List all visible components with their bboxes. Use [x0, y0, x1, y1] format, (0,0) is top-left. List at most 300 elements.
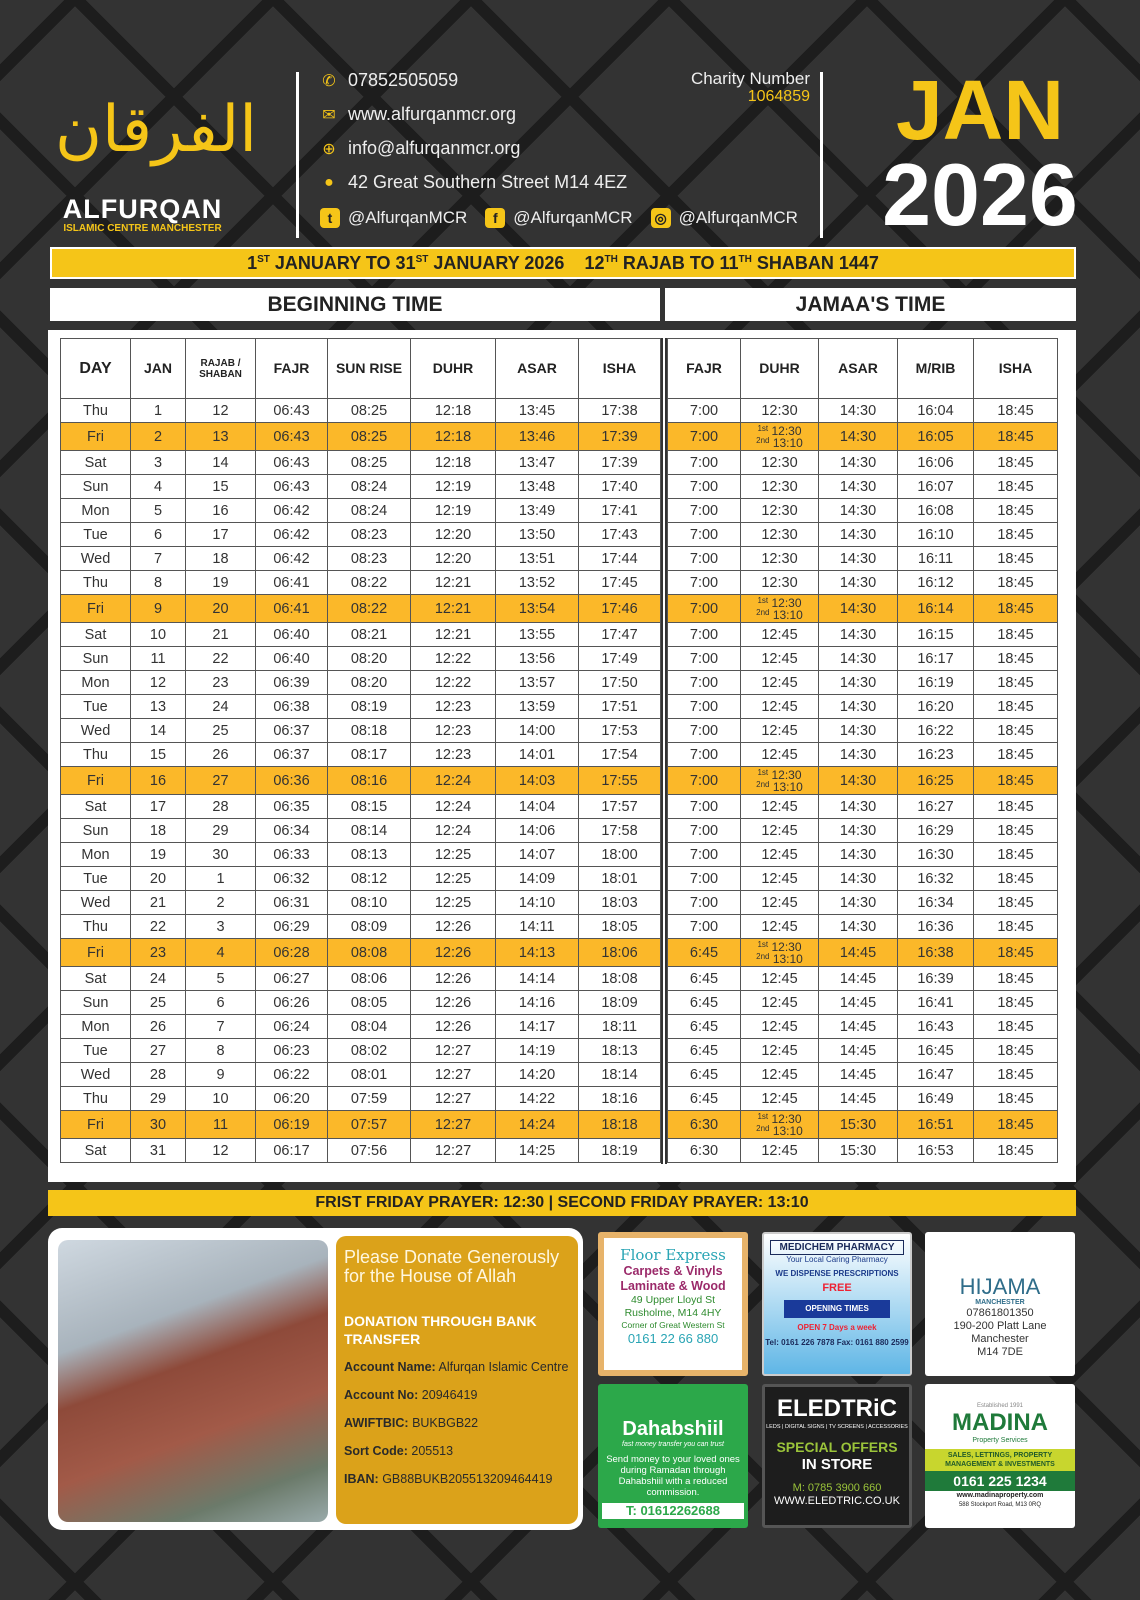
- table-row: [668, 1139, 1058, 1163]
- table-row: [61, 623, 661, 647]
- cell-m-rib-jamaa: 16:11: [898, 547, 974, 571]
- table-row: [668, 423, 1058, 451]
- cell-m-rib-jamaa: 16:47: [898, 1063, 974, 1087]
- cell-isha-jamaa: 18:45: [974, 843, 1058, 867]
- friday-prayer-bar: FRIST FRIDAY PRAYER: 12:30 | SECOND FRIDAY PRAYER: 13:10: [48, 1190, 1076, 1216]
- ad-line: Manchester: [971, 1333, 1029, 1345]
- divider: [820, 72, 823, 238]
- cell-isha: 18:03: [579, 891, 661, 915]
- table-row: [668, 623, 1058, 647]
- cell-duhr: 12:26: [411, 1015, 496, 1039]
- table-row: [61, 1015, 661, 1039]
- cell-duhr-jamaa: 12:45: [741, 671, 819, 695]
- bank-field-label: Account No:: [344, 1388, 419, 1402]
- ad-line: Carpets & Vinyls: [623, 1264, 723, 1278]
- table-row: [668, 819, 1058, 843]
- table-row: [61, 695, 661, 719]
- cell-fajr-jamaa: 7:00: [668, 867, 741, 891]
- cell-duhr: 12:19: [411, 475, 496, 499]
- cell-asar-jamaa: 14:30: [819, 767, 898, 795]
- cell-day: Wed: [61, 891, 131, 915]
- cell-isha: 18:06: [579, 939, 661, 967]
- ordinal: 1st: [757, 423, 769, 433]
- cell-rajab-shaban: 16: [186, 499, 256, 523]
- table-row: [668, 451, 1058, 475]
- cell-isha-jamaa: 18:45: [974, 499, 1058, 523]
- cell-day: Fri: [61, 767, 131, 795]
- cell-asar: 14:04: [496, 795, 579, 819]
- cell-asar: 14:17: [496, 1015, 579, 1039]
- ad-phone: 0161 225 1234: [925, 1471, 1075, 1491]
- cell-asar-jamaa: 14:45: [819, 939, 898, 967]
- cell-fajr: 06:34: [256, 819, 328, 843]
- building-image: [58, 1240, 328, 1522]
- column-header-label: ASAR: [517, 360, 557, 376]
- cell-isha-jamaa: 18:45: [974, 915, 1058, 939]
- ad-medichem-pharmacy[interactable]: [762, 1232, 912, 1376]
- cell-rajab-shaban: 21: [186, 623, 256, 647]
- time: 13:10: [772, 779, 803, 794]
- cell-isha-jamaa: 18:45: [974, 671, 1058, 695]
- friday-duhr-line: [741, 1125, 818, 1137]
- cell-duhr: 12:26: [411, 915, 496, 939]
- ad-line: IN STORE: [801, 1456, 873, 1473]
- cell-isha-jamaa: 18:45: [974, 819, 1058, 843]
- cell-fajr: 06:36: [256, 767, 328, 795]
- twitter-link[interactable]: [320, 208, 467, 228]
- cell-rajab-shaban: 25: [186, 719, 256, 743]
- cell-m-rib-jamaa: 16:51: [898, 1111, 974, 1139]
- cell-isha: 17:49: [579, 647, 661, 671]
- cell-m-rib-jamaa: 16:17: [898, 647, 974, 671]
- ad-line: SALES, LETTINGS, PROPERTY MANAGEMENT & INVESTMENTS: [925, 1449, 1075, 1471]
- ad-title: Dahabshiil: [622, 1418, 724, 1440]
- cell-asar-jamaa: 14:30: [819, 523, 898, 547]
- column-header: [898, 339, 974, 399]
- cell-jan: 7: [131, 547, 186, 571]
- cell-asar: 14:01: [496, 743, 579, 767]
- table-row: [668, 991, 1058, 1015]
- cell-fajr: 06:43: [256, 451, 328, 475]
- cell-fajr: 06:27: [256, 967, 328, 991]
- cell-sun-rise: 08:15: [328, 795, 411, 819]
- cell-sun-rise: 08:23: [328, 547, 411, 571]
- column-header: [668, 339, 741, 399]
- cell-asar: 14:03: [496, 767, 579, 795]
- cell-asar-jamaa: 14:30: [819, 891, 898, 915]
- cell-isha-jamaa: 18:45: [974, 1111, 1058, 1139]
- cell-sun-rise: 08:17: [328, 743, 411, 767]
- bank-field-label: Account Name:: [344, 1360, 436, 1374]
- cell-rajab-shaban: 4: [186, 939, 256, 967]
- table-row: [61, 991, 661, 1015]
- ad-dahabshiil[interactable]: [598, 1384, 748, 1528]
- cell-day: Sun: [61, 647, 131, 671]
- cell-rajab-shaban: 28: [186, 795, 256, 819]
- instagram-link[interactable]: [651, 208, 798, 228]
- ordinal: 1st: [757, 767, 769, 777]
- table-row: [61, 399, 661, 423]
- cell-sun-rise: 08:18: [328, 719, 411, 743]
- time: 12:30: [771, 423, 802, 438]
- cell-fajr-jamaa: 7:00: [668, 843, 741, 867]
- cell-asar: 13:54: [496, 595, 579, 623]
- cell-isha-jamaa: 18:45: [974, 695, 1058, 719]
- social-links: [320, 208, 798, 228]
- cell-fajr: 06:42: [256, 499, 328, 523]
- cell-asar: 13:45: [496, 399, 579, 423]
- cell-sun-rise: 08:10: [328, 891, 411, 915]
- table-row: [61, 1063, 661, 1087]
- cell-sun-rise: 08:22: [328, 595, 411, 623]
- charity-number: [660, 70, 810, 106]
- cell-isha: 17:39: [579, 423, 661, 451]
- cell-jan: 18: [131, 819, 186, 843]
- cell-sun-rise: 08:20: [328, 647, 411, 671]
- cell-rajab-shaban: 17: [186, 523, 256, 547]
- cell-asar-jamaa: 14:30: [819, 547, 898, 571]
- table-row: [61, 1087, 661, 1111]
- charity-value: 1064859: [747, 88, 810, 105]
- divider: [296, 72, 299, 238]
- table-row: [668, 399, 1058, 423]
- cell-duhr-jamaa: 12:30: [741, 499, 819, 523]
- cell-sun-rise: 08:25: [328, 423, 411, 451]
- cell-asar: 13:48: [496, 475, 579, 499]
- instagram-icon: ◎: [651, 208, 671, 228]
- column-header: [186, 339, 256, 399]
- cell-duhr: 12:25: [411, 867, 496, 891]
- cell-sun-rise: 08:23: [328, 523, 411, 547]
- ad-title: ELEDTRiC: [777, 1395, 897, 1422]
- bank-field-value: BUKBGB22: [412, 1416, 479, 1430]
- cell-duhr-jamaa: 12:45: [741, 1039, 819, 1063]
- cell-asar: 13:49: [496, 499, 579, 523]
- cell-fajr-jamaa: 7:00: [668, 399, 741, 423]
- cell-asar: 14:20: [496, 1063, 579, 1087]
- column-header: [741, 339, 819, 399]
- facebook-link[interactable]: [485, 208, 632, 228]
- cell-fajr: 06:40: [256, 647, 328, 671]
- ad-website: www.madinaproperty.com: [956, 1492, 1044, 1499]
- cell-m-rib-jamaa: 16:41: [898, 991, 974, 1015]
- cell-fajr-jamaa: 7:00: [668, 571, 741, 595]
- cell-duhr-jamaa: 12:30: [741, 523, 819, 547]
- ad-line: Corner of Great Western St: [621, 1320, 725, 1330]
- cell-asar-jamaa: 14:30: [819, 423, 898, 451]
- contact-email[interactable]: [320, 138, 520, 159]
- cell-asar: 13:56: [496, 647, 579, 671]
- website-text: www.alfurqanmcr.org: [348, 104, 517, 124]
- cell-duhr-jamaa: [741, 767, 819, 795]
- cell-duhr: 12:27: [411, 1063, 496, 1087]
- cell-duhr-jamaa: 12:30: [741, 547, 819, 571]
- cell-isha-jamaa: 18:45: [974, 1063, 1058, 1087]
- table-row: [668, 499, 1058, 523]
- table-row: [668, 571, 1058, 595]
- time: 13:10: [772, 951, 803, 966]
- cell-duhr-jamaa: [741, 1111, 819, 1139]
- cell-fajr-jamaa: 7:00: [668, 795, 741, 819]
- cell-jan: 5: [131, 499, 186, 523]
- cell-isha: 18:16: [579, 1087, 661, 1111]
- cell-isha-jamaa: 18:45: [974, 647, 1058, 671]
- address-text: 42 Great Southern Street M14 4EZ: [348, 172, 628, 192]
- table-row: [668, 671, 1058, 695]
- cell-duhr: 12:21: [411, 595, 496, 623]
- cell-fajr-jamaa: 7:00: [668, 819, 741, 843]
- cell-day: Wed: [61, 719, 131, 743]
- ad-floor-express[interactable]: [598, 1232, 748, 1376]
- cell-isha: 17:40: [579, 475, 661, 499]
- cell-asar: 13:50: [496, 523, 579, 547]
- ad-line: 49 Upper Lloyd St: [630, 1294, 716, 1306]
- table-row: [668, 1039, 1058, 1063]
- cell-isha-jamaa: 18:45: [974, 719, 1058, 743]
- cell-rajab-shaban: 24: [186, 695, 256, 719]
- bank-field-label: AWIFTBIC:: [344, 1416, 409, 1430]
- cell-fajr: 06:43: [256, 423, 328, 451]
- table-row: [61, 867, 661, 891]
- cell-jan: 8: [131, 571, 186, 595]
- cell-rajab-shaban: 5: [186, 967, 256, 991]
- cell-rajab-shaban: 10: [186, 1087, 256, 1111]
- cell-jan: 4: [131, 475, 186, 499]
- year: 2026: [882, 145, 1078, 244]
- cell-duhr-jamaa: 12:45: [741, 795, 819, 819]
- cell-asar-jamaa: 14:30: [819, 451, 898, 475]
- cell-jan: 14: [131, 719, 186, 743]
- cell-asar-jamaa: 14:30: [819, 867, 898, 891]
- cell-asar-jamaa: 14:30: [819, 595, 898, 623]
- cell-sun-rise: 08:02: [328, 1039, 411, 1063]
- cell-fajr: 06:37: [256, 719, 328, 743]
- cell-duhr-jamaa: 12:45: [741, 915, 819, 939]
- cell-day: Sat: [61, 451, 131, 475]
- cell-rajab-shaban: 13: [186, 423, 256, 451]
- cell-sun-rise: 07:59: [328, 1087, 411, 1111]
- column-header-label: ISHA: [602, 360, 637, 376]
- table-row: [61, 719, 661, 743]
- cell-jan: 15: [131, 743, 186, 767]
- cell-m-rib-jamaa: 16:49: [898, 1087, 974, 1111]
- table-row: [61, 451, 661, 475]
- cell-isha: 18:13: [579, 1039, 661, 1063]
- cell-m-rib-jamaa: 16:20: [898, 695, 974, 719]
- table-row: [668, 915, 1058, 939]
- cell-duhr-jamaa: 12:30: [741, 571, 819, 595]
- cell-fajr: 06:26: [256, 991, 328, 1015]
- ordinal: 2nd: [756, 1123, 770, 1133]
- cell-jan: 31: [131, 1139, 186, 1163]
- cell-duhr-jamaa: 12:30: [741, 451, 819, 475]
- cell-sun-rise: 08:16: [328, 767, 411, 795]
- ad-website: WWW.ELEDTRIC.CO.UK: [774, 1495, 900, 1507]
- table-row: [668, 767, 1058, 795]
- cell-fajr: 06:19: [256, 1111, 328, 1139]
- cell-jan: 28: [131, 1063, 186, 1087]
- cell-isha-jamaa: 18:45: [974, 423, 1058, 451]
- cell-asar: 13:51: [496, 547, 579, 571]
- cell-rajab-shaban: 15: [186, 475, 256, 499]
- table-row: [668, 891, 1058, 915]
- table-row: [668, 695, 1058, 719]
- ad-line: Rusholme, M14 4HY: [624, 1307, 722, 1319]
- phone-icon: ✆: [322, 72, 336, 90]
- cell-fajr-jamaa: 7:00: [668, 423, 741, 451]
- cell-asar: 14:24: [496, 1111, 579, 1139]
- column-header-label: DUHR: [432, 360, 474, 376]
- cell-duhr-jamaa: 12:45: [741, 1139, 819, 1163]
- cell-isha: 18:09: [579, 991, 661, 1015]
- cell-duhr: 12:23: [411, 719, 496, 743]
- cell-sun-rise: 08:19: [328, 695, 411, 719]
- table-row: [61, 1139, 661, 1163]
- cell-fajr-jamaa: 7:00: [668, 595, 741, 623]
- table-row: [61, 671, 661, 695]
- ad-line: FREE: [822, 1282, 852, 1294]
- cell-asar: 14:19: [496, 1039, 579, 1063]
- ordinal: 2nd: [756, 951, 770, 961]
- time: 12:30: [771, 1111, 802, 1126]
- cell-fajr: 06:28: [256, 939, 328, 967]
- cell-day: Fri: [61, 595, 131, 623]
- ad-eledtric[interactable]: [762, 1384, 912, 1528]
- cell-duhr: 12:25: [411, 843, 496, 867]
- globe-icon: ⊕: [322, 140, 336, 158]
- cell-asar-jamaa: 14:45: [819, 1015, 898, 1039]
- cell-day: Fri: [61, 939, 131, 967]
- cell-jan: 1: [131, 399, 186, 423]
- cell-jan: 24: [131, 967, 186, 991]
- cell-day: Wed: [61, 547, 131, 571]
- column-header: [974, 339, 1058, 399]
- table-row: [61, 499, 661, 523]
- column-header-label: DAY: [79, 360, 112, 377]
- cell-rajab-shaban: 29: [186, 819, 256, 843]
- cell-duhr-jamaa: 12:45: [741, 843, 819, 867]
- cell-asar: 14:11: [496, 915, 579, 939]
- ad-line: MANCHESTER: [975, 1299, 1025, 1306]
- cell-fajr-jamaa: 7:00: [668, 451, 741, 475]
- twitter-handle: @AlfurqanMCR: [348, 208, 468, 227]
- cell-asar-jamaa: 15:30: [819, 1111, 898, 1139]
- cell-asar-jamaa: 14:30: [819, 671, 898, 695]
- table-row: [668, 523, 1058, 547]
- cell-isha-jamaa: 18:45: [974, 867, 1058, 891]
- bank-field: [344, 1388, 570, 1403]
- contact-phone: [320, 70, 458, 91]
- cell-m-rib-jamaa: 16:10: [898, 523, 974, 547]
- ad-line: SPECIAL OFFERS: [776, 1439, 898, 1455]
- cell-duhr-jamaa: 12:45: [741, 991, 819, 1015]
- date-range-banner: [50, 247, 1076, 279]
- cell-asar: 13:55: [496, 623, 579, 647]
- cell-sun-rise: 07:56: [328, 1139, 411, 1163]
- cell-asar-jamaa: 14:45: [819, 1087, 898, 1111]
- ad-line: Established 1991: [976, 1403, 1024, 1409]
- cell-fajr: 06:41: [256, 595, 328, 623]
- cell-day: Sat: [61, 967, 131, 991]
- cell-duhr: 12:27: [411, 1139, 496, 1163]
- cell-fajr: 06:41: [256, 571, 328, 595]
- table-row: [668, 967, 1058, 991]
- ad-line: Laminate & Wood: [620, 1279, 726, 1293]
- donation-heading: Please Donate Generously for the House of Allah: [344, 1247, 560, 1286]
- cell-fajr: 06:22: [256, 1063, 328, 1087]
- time: 13:10: [772, 1123, 803, 1138]
- cell-m-rib-jamaa: 16:38: [898, 939, 974, 967]
- cell-duhr: 12:23: [411, 695, 496, 719]
- time: 12:30: [771, 767, 802, 782]
- cell-sun-rise: 08:08: [328, 939, 411, 967]
- contact-website[interactable]: [320, 104, 516, 125]
- column-header-label: M/RIB: [915, 360, 956, 376]
- table-divider: [661, 338, 667, 1164]
- cell-asar-jamaa: 14:30: [819, 571, 898, 595]
- cell-jan: 10: [131, 623, 186, 647]
- ad-madina[interactable]: [925, 1384, 1075, 1528]
- cell-isha: 17:58: [579, 819, 661, 843]
- cell-rajab-shaban: 20: [186, 595, 256, 623]
- cell-duhr-jamaa: 12:30: [741, 475, 819, 499]
- ad-title: MADINA: [952, 1409, 1048, 1436]
- table-row: [61, 767, 661, 795]
- cell-isha-jamaa: 18:45: [974, 743, 1058, 767]
- ad-line: Tel: 0161 226 7878 Fax: 0161 880 2599: [765, 1338, 909, 1347]
- cell-rajab-shaban: 6: [186, 991, 256, 1015]
- cell-fajr: 06:31: [256, 891, 328, 915]
- bank-field: [344, 1472, 570, 1487]
- cell-isha: 17:50: [579, 671, 661, 695]
- table-row: [668, 1015, 1058, 1039]
- month-year: [880, 63, 1080, 244]
- table-row: [61, 795, 661, 819]
- beginning-times-table: [60, 338, 661, 1163]
- column-header-label: ASAR: [838, 360, 878, 376]
- cell-isha-jamaa: 18:45: [974, 571, 1058, 595]
- table-row: [668, 719, 1058, 743]
- cell-duhr-jamaa: [741, 595, 819, 623]
- cell-m-rib-jamaa: 16:43: [898, 1015, 974, 1039]
- cell-isha: 17:45: [579, 571, 661, 595]
- ordinal: 2nd: [756, 607, 770, 617]
- table-row: [61, 571, 661, 595]
- ad-phone: 07861801350: [966, 1307, 1034, 1319]
- cell-fajr: 06:42: [256, 547, 328, 571]
- cell-isha-jamaa: 18:45: [974, 451, 1058, 475]
- ad-hijama[interactable]: [925, 1232, 1075, 1376]
- t: TH: [604, 254, 618, 265]
- cell-jan: 20: [131, 867, 186, 891]
- ordinal: 2nd: [756, 435, 770, 445]
- cell-fajr: 06:20: [256, 1087, 328, 1111]
- table-row: [668, 867, 1058, 891]
- bank-field: [344, 1444, 570, 1459]
- cell-asar-jamaa: 14:30: [819, 719, 898, 743]
- month: JAN: [895, 63, 1065, 157]
- jamaa-time-header: JAMAA'S TIME: [665, 288, 1076, 321]
- cell-rajab-shaban: 22: [186, 647, 256, 671]
- ad-title: MEDICHEM PHARMACY: [770, 1240, 904, 1255]
- cell-jan: 11: [131, 647, 186, 671]
- cell-duhr: 12:18: [411, 451, 496, 475]
- cell-duhr: 12:21: [411, 571, 496, 595]
- cell-duhr: 12:24: [411, 795, 496, 819]
- bank-field-label: IBAN:: [344, 1472, 379, 1486]
- cell-asar: 14:09: [496, 867, 579, 891]
- cell-duhr: 12:26: [411, 991, 496, 1015]
